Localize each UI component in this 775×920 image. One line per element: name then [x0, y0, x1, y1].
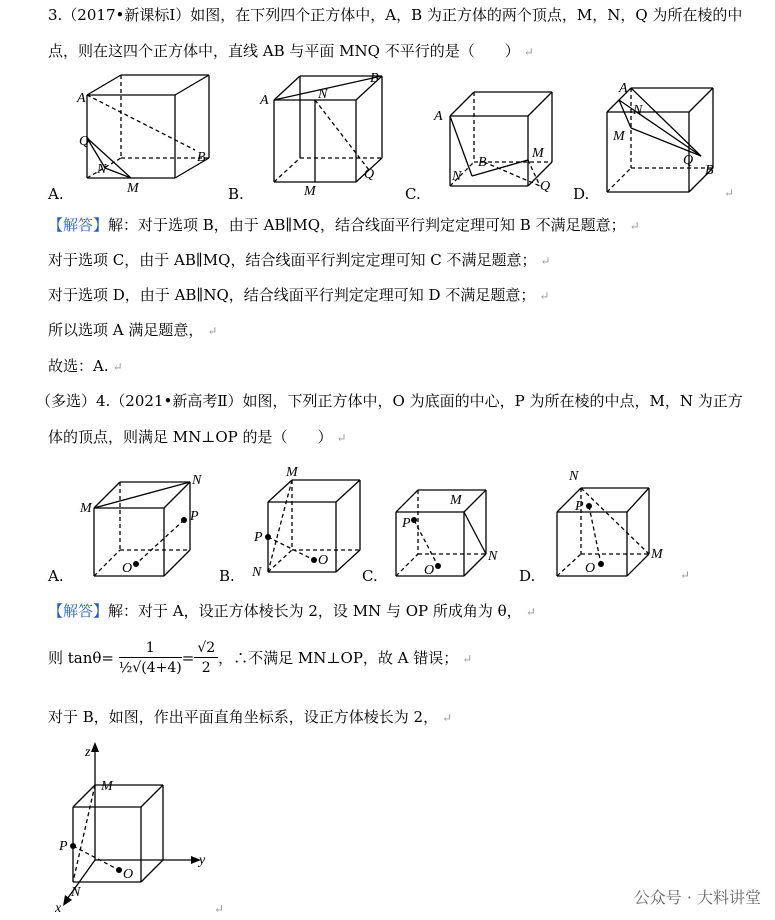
label-B: B [478, 155, 487, 170]
q4-figure-d [545, 466, 685, 582]
label-P: P [59, 839, 68, 854]
label-N: N [633, 103, 643, 118]
label-A: A [260, 93, 269, 108]
label-P: P [402, 516, 411, 531]
label-M: M [304, 184, 316, 199]
label-M: M [532, 146, 544, 161]
q4-figure-a [80, 472, 210, 582]
q4-line2: 体的顶点，则满足 MN⊥OP 的是（ ） ↵ [48, 428, 347, 446]
label-N: N [488, 549, 498, 564]
q4-option-c: C. [362, 567, 378, 585]
label-Q: Q [79, 134, 90, 149]
q3-solution-2: 对于选项 C，由于 AB∥MQ，结合线面平行判定定理可知 C 不满足题意； ↵ [48, 251, 551, 269]
q3-solution-3: 对于选项 D，由于 AB∥NQ，结合线面平行判定定理可知 D 不满足题意； ↵ [48, 286, 550, 304]
label-N: N [97, 162, 107, 177]
q4-solution-2: 则 tanθ= $\frac{1}{\text{½√(4+4)}}$ = $\frac{√2}{2}$ ，∴不满足 MN⊥OP，故 A 错误； ↵ [48, 640, 473, 676]
label-O: O [122, 561, 133, 576]
fraction-2: $\frac{√2}{2}$ [194, 640, 218, 678]
label-O: O [318, 553, 329, 568]
q4-solution-1: 【解答】解：对于 A，设正方体棱长为 2，设 MN 与 OP 所成角为 θ， ↵ [48, 602, 536, 620]
q3-figure-d [603, 78, 743, 196]
label-A: A [619, 81, 628, 96]
fraction-1: $\frac{1}{\text{½√(4+4)}}$ [118, 640, 182, 676]
q3-option-c: C. [405, 185, 421, 203]
q3-solution-1: 【解答】解：对于选项 B，由于 AB∥MQ，结合线面平行判定定理可知 B 不满足题意； ↵ [48, 216, 640, 234]
q3-option-a: A. [48, 185, 64, 203]
label-N: N [71, 885, 81, 900]
q3-solution-5: 故选：A. ↵ [48, 357, 123, 375]
label-M: M [286, 465, 298, 480]
label-P: P [190, 509, 199, 524]
q4-option-b: B. [219, 567, 235, 585]
label-y: y [199, 853, 206, 868]
q3-line2: 点，则在这四个正方体中，直线 AB 与平面 MNQ 不平行的是（ ） ↵ [48, 42, 534, 60]
label-Q: Q [364, 167, 375, 182]
label-N: N [452, 169, 462, 184]
label-B: B [197, 150, 206, 165]
label-O: O [424, 563, 435, 578]
coordinate-figure [55, 742, 225, 917]
label-P: P [254, 530, 263, 545]
label-N: N [318, 87, 328, 102]
q4-option-a: A. [48, 567, 64, 585]
q3-solution-4: 所以选项 A 满足题意， ↵ [48, 321, 218, 339]
label-O: O [585, 561, 596, 576]
label-Q: Q [540, 179, 551, 194]
label-M: M [450, 493, 462, 508]
label-z: z [85, 745, 91, 760]
label-M: M [613, 129, 625, 144]
watermark: 公众号 · 大料讲堂 [633, 888, 761, 907]
q3-figure-b [258, 70, 398, 199]
q3-line1: 3.（2017•新课标Ⅰ）如图，在下列四个正方体中，A，B 为正方体的两个顶点，M，N，Q 为所在棱的中 [48, 6, 743, 24]
label-x: x [55, 901, 62, 916]
label-B: B [705, 163, 714, 178]
label-B: B [370, 71, 379, 86]
q4-figure-b [250, 464, 370, 582]
label-O: O [123, 867, 134, 882]
label-A: A [434, 109, 443, 124]
label-P: P [575, 499, 584, 514]
q4-option-d: D. [519, 567, 536, 585]
label-Q: Q [683, 153, 694, 168]
label-M: M [127, 181, 139, 196]
label-M: M [651, 547, 663, 562]
q3-option-d: D. [573, 185, 590, 203]
q3-figure-c [432, 78, 572, 196]
q3-option-b: B. [228, 185, 244, 203]
q4-line1: （多选）4.（2021•新高考Ⅱ）如图，下列正方体中，O 为底面的中心，P 为所在棱的中点，M，N 为正方 [36, 392, 743, 410]
label-A: A [77, 91, 86, 106]
q3-figure-a [75, 70, 225, 195]
label-N: N [569, 469, 579, 484]
label-M: M [80, 501, 92, 516]
label-M: M [101, 779, 113, 794]
label-N: N [192, 473, 202, 488]
q4-solution-3: 对于 B，如图，作出平面直角坐标系，设正方体棱长为 2， ↵ [48, 708, 453, 726]
label-N: N [252, 565, 262, 580]
q4-figure-c [388, 482, 518, 582]
